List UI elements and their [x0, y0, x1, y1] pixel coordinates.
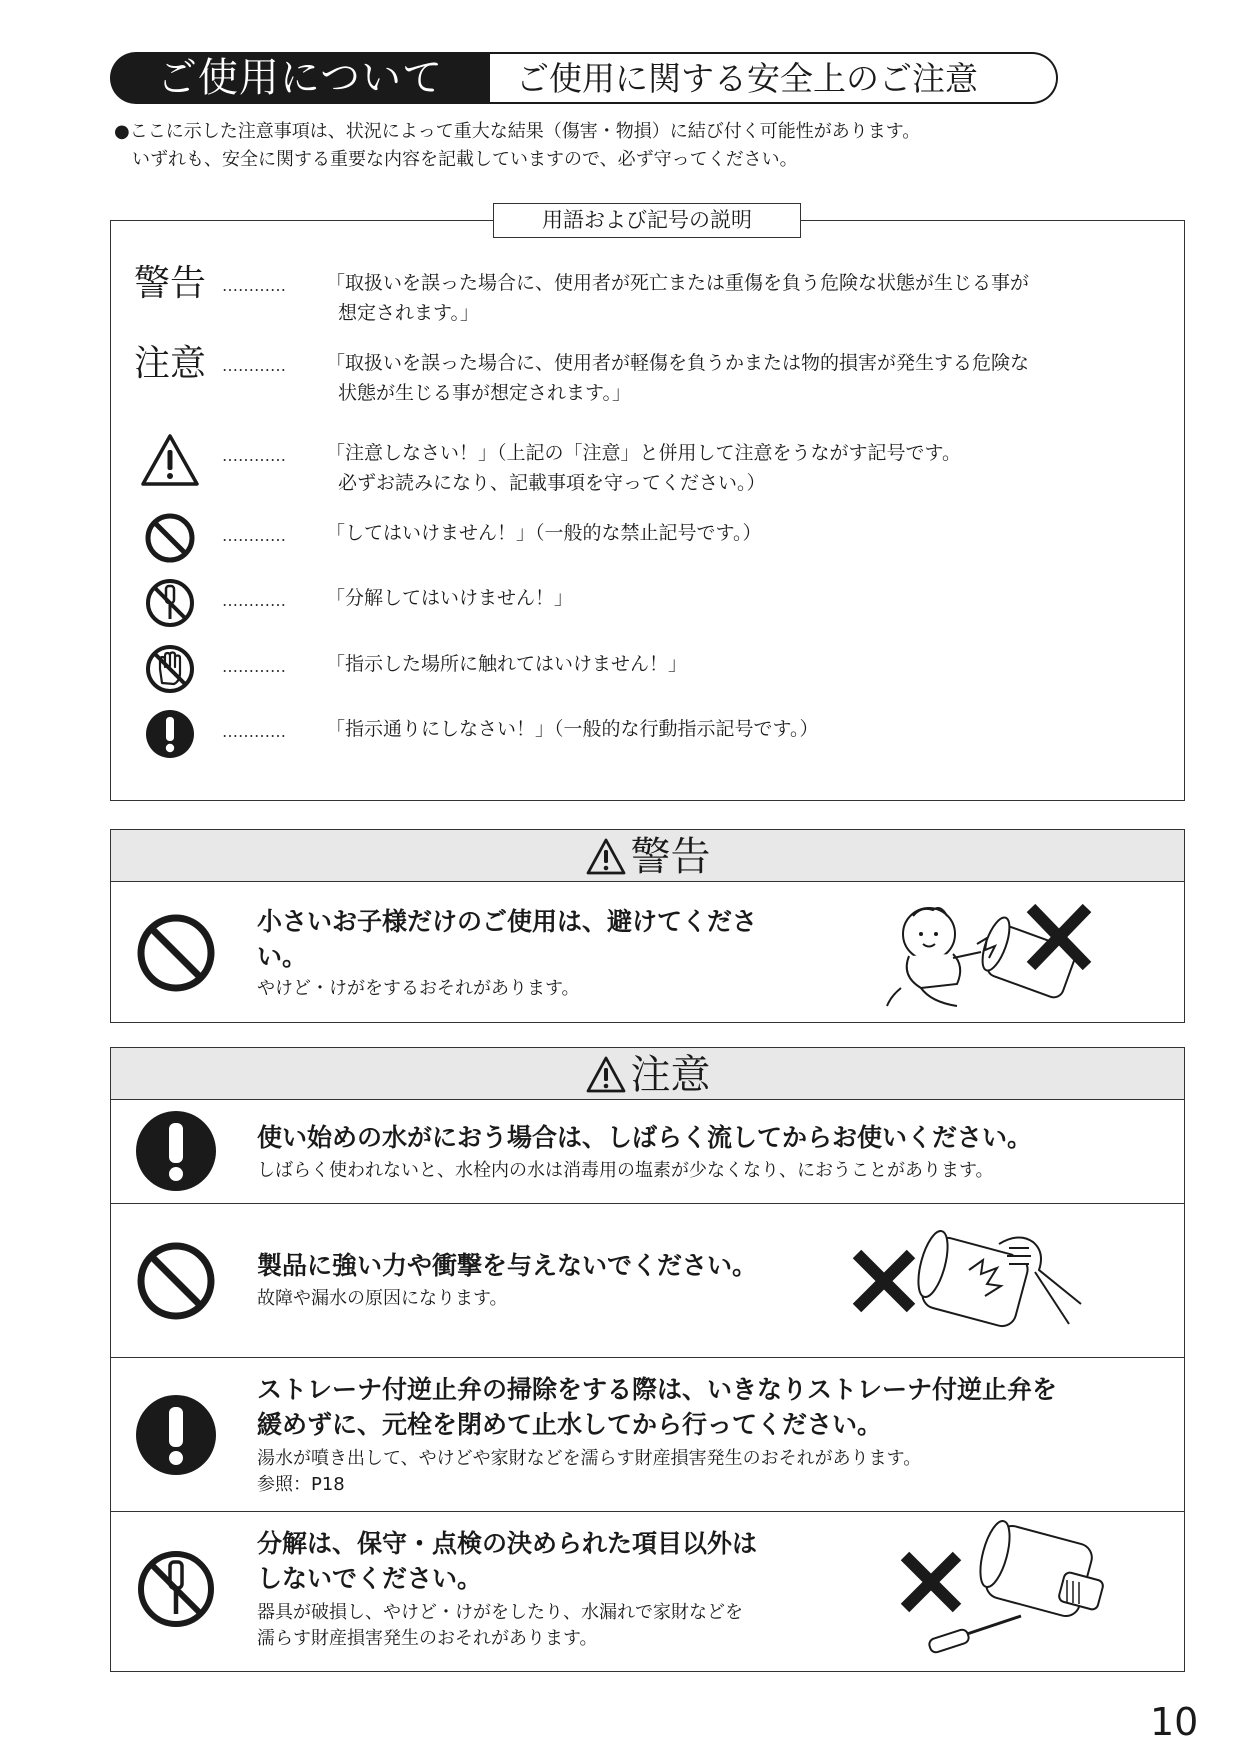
warning-heading [111, 830, 1184, 882]
item-title: 使い始めの水がにおう場合は、しばらく流してからお使いください。 [257, 1123, 1033, 1152]
term-desc-line-1: 「指示した場所に触れてはいけません！」 [326, 653, 688, 675]
item-description: しばらく使われないと、水栓内の水は消毒用の塩素が少なくなり、におうことがあります。 [257, 1160, 994, 1181]
hitting-faucet-illustration [849, 1224, 1099, 1348]
page-number: 10 [1150, 1700, 1199, 1744]
item-title-line-1: 小さいお子様だけのご使用は、避けてくださ [257, 907, 758, 936]
caution-heading-text: 注意 [630, 1052, 711, 1098]
item-title [257, 1372, 1057, 1442]
term-caution-word: 注意 [133, 343, 206, 384]
caution-item [111, 1358, 1184, 1512]
item-title [257, 1526, 757, 1596]
term-description [326, 649, 687, 679]
item-desc-line-2: 参照：P18 [257, 1474, 345, 1495]
term-desc-line-1: 「取扱いを誤った場合に、使用者が軽傷を負うかまたは物的損害が発生する危険な [326, 352, 1030, 374]
caution-heading [111, 1048, 1184, 1100]
leader-dots: ………… [222, 276, 286, 295]
caution-item [111, 1204, 1184, 1358]
leader-dots: ………… [222, 657, 286, 676]
term-desc-line-2: 必ずお読みになり、記載事項を守ってください。） [338, 472, 766, 494]
no-disassembly-icon [135, 1548, 217, 1634]
term-warning-word: 警告 [133, 263, 206, 304]
item-description [257, 1600, 743, 1652]
caution-item [111, 1512, 1184, 1670]
prohibition-icon [135, 912, 217, 998]
page-title-box [490, 52, 1058, 104]
term-desc-line-1: 「指示通りにしなさい！」（一般的な行動指示記号です。） [326, 718, 819, 740]
warning-heading-text: 警告 [630, 834, 711, 880]
caution-triangle-icon [130, 432, 210, 492]
term-description [326, 518, 761, 548]
prohibition-icon [135, 1240, 217, 1326]
intro-line-2: いずれも、安全に関する重要な内容を記載していますので、必ず守ってください。 [132, 149, 798, 170]
child-touching-faucet-illustration [861, 896, 1101, 1020]
no-disassembly-icon [130, 577, 210, 633]
item-title-line-2: しないでください。 [257, 1564, 483, 1593]
leader-dots: ………… [222, 446, 286, 465]
term-desc-line-2: 状態が生じる事が想定されます。」 [338, 382, 631, 404]
mandatory-action-icon [130, 708, 210, 764]
mandatory-action-icon [135, 1394, 217, 1480]
mandatory-action-icon [135, 1110, 217, 1196]
term-desc-line-1: 「注意しなさい！」（上記の「注意」と併用して注意をうながす記号です。 [326, 442, 961, 464]
warning-item [111, 882, 1184, 1022]
item-description: やけど・けがをするおそれがあります。 [257, 978, 580, 999]
section-label: ご使用について [110, 52, 490, 104]
term-desc-line-1: 「分解してはいけません！」 [326, 587, 574, 609]
term-desc-line-1: 「取扱いを誤った場合に、使用者が死亡または重傷を負う危険な状態が生じる事が [326, 272, 1030, 294]
item-desc-line-1: 器具が破損し、やけど・けがをしたり、水漏れで家財などを [257, 1602, 743, 1623]
screwdriver-faucet-illustration [871, 1520, 1121, 1664]
caution-section [110, 1047, 1185, 1672]
caution-triangle-icon [585, 837, 627, 877]
item-title-line-1: ストレーナ付逆止弁の掃除をする際は、いきなりストレーナ付逆止弁を [257, 1375, 1058, 1404]
item-title [257, 904, 757, 974]
term-description [326, 348, 1029, 408]
term-description [326, 714, 818, 744]
caution-triangle-icon [585, 1055, 627, 1095]
item-title-line-2: 緩めずに、元栓を閉めて止水してから行ってください。 [257, 1410, 883, 1439]
leader-dots: ………… [222, 526, 286, 545]
term-description [326, 583, 573, 613]
term-description [326, 268, 1029, 328]
intro-text [114, 118, 920, 174]
section-header [110, 52, 1058, 104]
intro-line-1: ●ここに示した注意事項は、状況によって重大な結果（傷害・物損）に結び付く可能性があります。 [114, 121, 921, 142]
caution-item [111, 1100, 1184, 1204]
item-desc-line-2: 濡らす財産損害発生のおそれがあります。 [257, 1628, 598, 1649]
prohibition-icon [130, 512, 210, 568]
term-desc-line-1: 「してはいけません！」（一般的な禁止記号です。） [326, 522, 762, 544]
item-description [257, 1446, 921, 1498]
terms-label: 用語および記号の説明 [493, 203, 801, 238]
item-title-line-2: い。 [257, 942, 308, 971]
item-title-line-1: 分解は、保守・点検の決められた項目以外は [257, 1529, 758, 1558]
leader-dots: ………… [222, 591, 286, 610]
leader-dots: ………… [222, 722, 286, 741]
no-touch-icon [130, 643, 210, 699]
term-desc-line-2: 想定されます。」 [338, 302, 479, 324]
item-description: 故障や漏水の原因になります。 [257, 1288, 508, 1309]
item-title: 製品に強い力や衝撃を与えないでください。 [257, 1251, 758, 1280]
item-desc-line-1: 湯水が噴き出して、やけどや家財などを濡らす財産損害発生のおそれがあります。 [257, 1448, 922, 1469]
term-description [326, 438, 961, 498]
warning-section [110, 829, 1185, 1023]
leader-dots: ………… [222, 356, 286, 375]
page-title: ご使用に関する安全上のご注意 [516, 59, 978, 98]
